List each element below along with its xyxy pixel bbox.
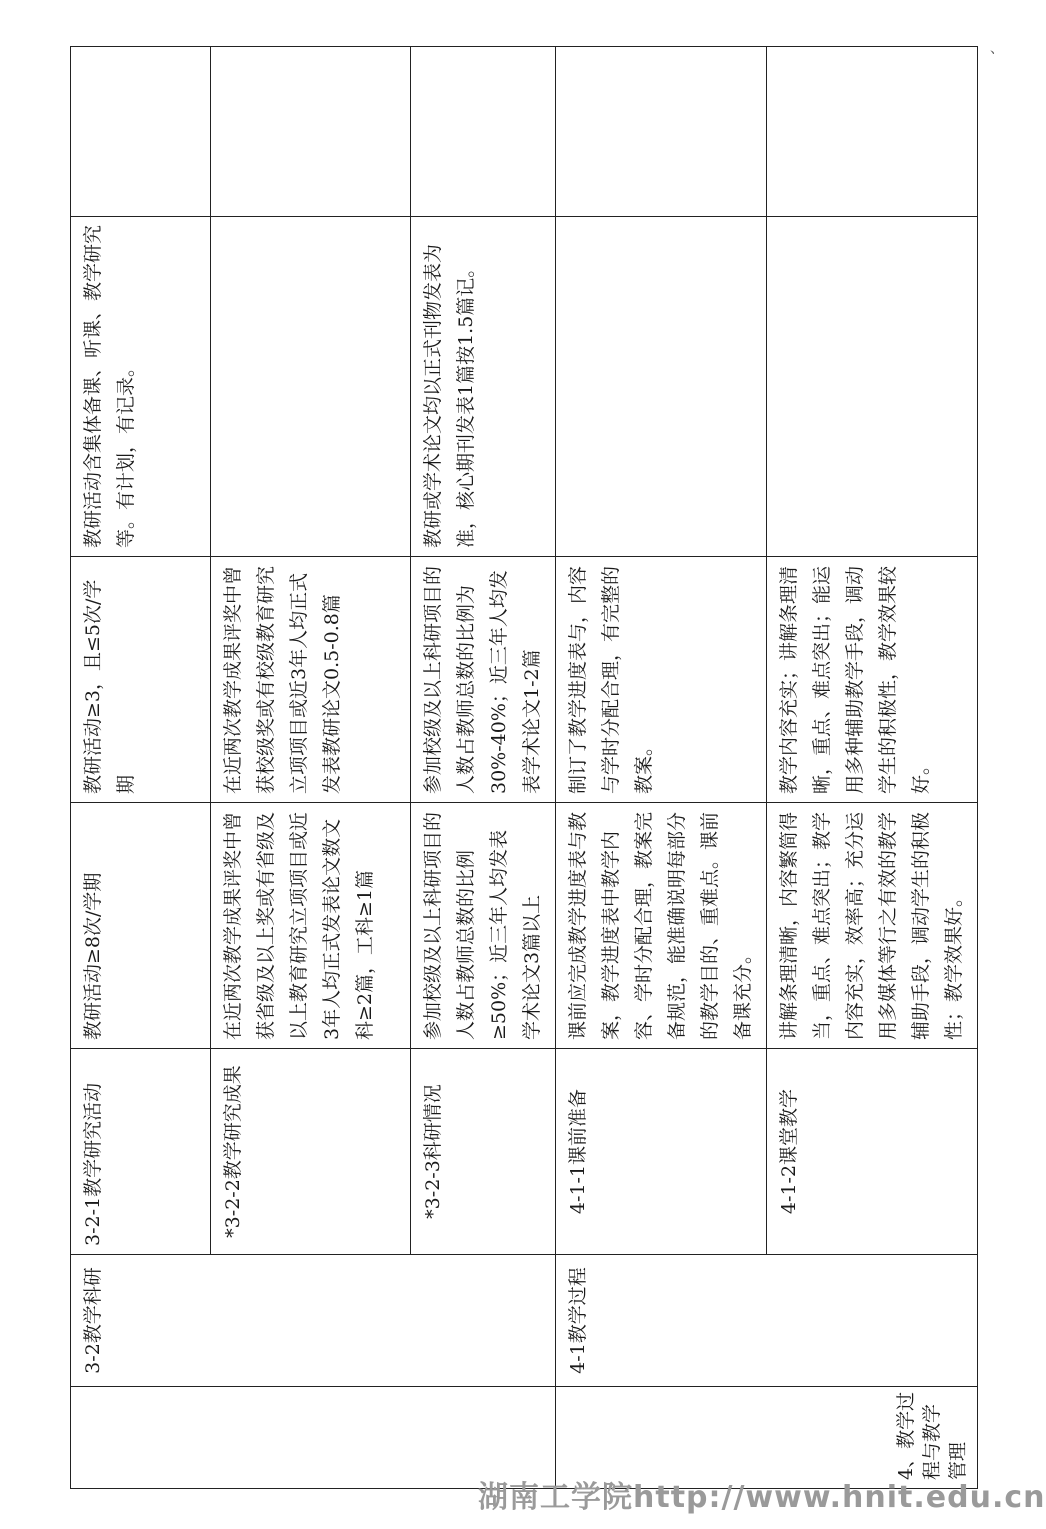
standard-a-cell: 课前应完成教学进度表与教案，教学进度表中教学内容、学时分配合理，教案完备规范，能准确说明每部分的教学目的、重难点。课前备课充分。 bbox=[556, 803, 767, 1049]
standard-c-cell: 参加校级及以上科研项目的人数占教师总数的比例为30%-40%；近三年人均发表学术论文1-2篇 bbox=[411, 557, 556, 803]
evaluation-table bbox=[70, 46, 978, 1489]
table-row bbox=[71, 47, 211, 1489]
extra-cell bbox=[71, 47, 211, 217]
standard-a-cell: 参加校级及以上科研项目的人数占教师总数的比例≥50%；近三年人均发表学术论文3篇以上 bbox=[411, 803, 556, 1049]
note-cell bbox=[767, 217, 978, 557]
note-cell bbox=[556, 217, 767, 557]
point-cell: 4-1-2课堂教学 bbox=[767, 1049, 978, 1255]
note-cell bbox=[211, 217, 411, 557]
extra-cell bbox=[211, 47, 411, 217]
site-watermark: 湖南工学院http://www.hnit.edu.cn bbox=[478, 1480, 1046, 1515]
standard-c-cell: 教研活动≥3，且≤5次/学期 bbox=[71, 557, 211, 803]
extra-cell bbox=[556, 47, 767, 217]
level2-cell: 4-1教学过程 bbox=[556, 1255, 978, 1387]
level1-label: 4、教学过程与教学管理 bbox=[895, 1391, 969, 1480]
standard-c-cell: 在近两次教学成果评奖中曾获校级奖或有校级教育研究立项项目或近3年人均正式发表教研论文0.5-0.8篇 bbox=[211, 557, 411, 803]
point-cell: 4-1-1课前准备 bbox=[556, 1049, 767, 1255]
standard-a-cell: 在近两次教学成果评奖中曾获省级及以上奖或有省级及以上教育研究立项项目或近3年人均正式发表论文数文科≥2篇，工科≥1篇 bbox=[211, 803, 411, 1049]
standard-c-cell: 教学内容充实；讲解条理清晰，重点、难点突出；能运用多种辅助教学手段，调动学生的积极性，教学效果较好。 bbox=[767, 557, 978, 803]
standard-a-cell: 教研活动≥8次/学期 bbox=[71, 803, 211, 1049]
note-cell: 教研或学术论文均以正式刊物发表为准，核心期刊发表1篇按1.5篇记。 bbox=[411, 217, 556, 557]
standard-a-cell: 讲解条理清晰，内容繁简得当，重点、难点突出；教学内容充实，效率高；充分运用多媒体等行之有效的教学辅助手段，调动学生的积极性；教学效果好。 bbox=[767, 803, 978, 1049]
point-cell: *3-2-2教学研究成果 bbox=[211, 1049, 411, 1255]
point-cell: 3-2-1教学研究活动 bbox=[71, 1049, 211, 1255]
extra-cell bbox=[411, 47, 556, 217]
corner-mark: 、 bbox=[990, 41, 1004, 57]
table-row bbox=[556, 47, 767, 1489]
standard-c-cell: 制订了教学进度表与，内容与学时分配合理，有完整的教案。 bbox=[556, 557, 767, 803]
extra-cell bbox=[767, 47, 978, 217]
level2-cell: 3-2教学科研 bbox=[71, 1255, 556, 1387]
point-cell: *3-2-3科研情况 bbox=[411, 1049, 556, 1255]
note-cell: 教研活动含集体备课、听课、教学研究等。有计划，有记录。 bbox=[71, 217, 211, 557]
